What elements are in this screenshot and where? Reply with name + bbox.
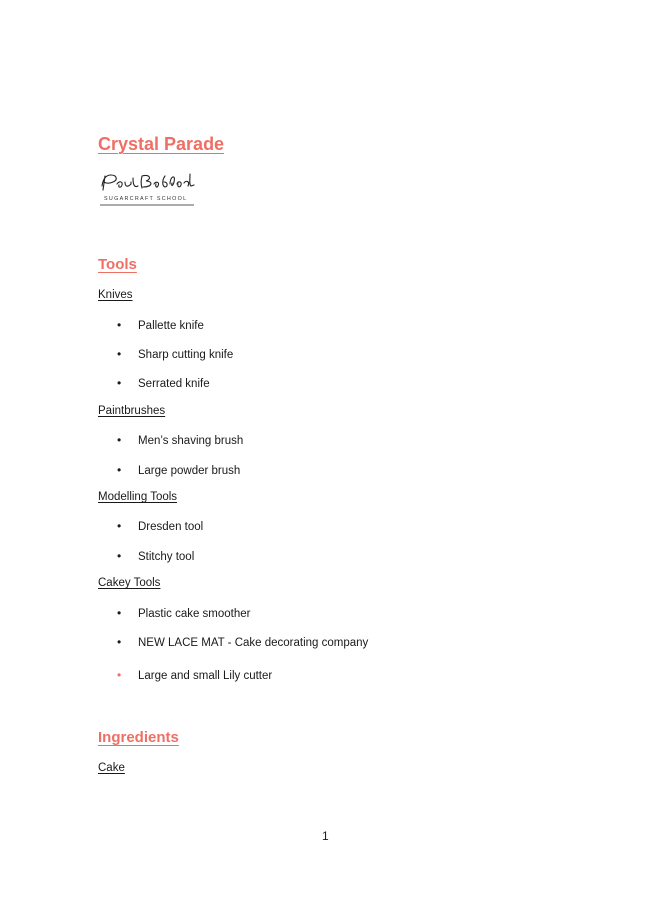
- section-heading-tools: Tools: [98, 256, 137, 273]
- bullet-icon: •: [117, 433, 122, 447]
- bullet-icon: •: [117, 463, 122, 477]
- list-item: • Serrated knife: [117, 376, 210, 390]
- group-label-paintbrushes: Paintbrushes: [98, 405, 166, 417]
- logo-tagline: SUGARCRAFT SCHOOL: [104, 196, 188, 202]
- list-item: • Pallette knife: [117, 318, 204, 332]
- list-item: • Stitchy tool: [117, 549, 195, 563]
- list-item: • NEW LACE MAT - Cake decorating company: [117, 635, 369, 649]
- bullet-icon: •: [117, 318, 122, 332]
- bullet-icon: •: [117, 519, 122, 533]
- bullet-icon: •: [117, 376, 122, 390]
- list-item: • Men’s shaving brush: [117, 433, 244, 447]
- paul-bradford-logo: [98, 170, 196, 210]
- list-item: • Large powder brush: [117, 463, 241, 477]
- document-title: Crystal Parade: [98, 134, 225, 154]
- list-item: • Large and small Lily cutter: [117, 668, 273, 682]
- bullet-icon: •: [117, 606, 122, 620]
- group-label-modelling-tools: Modelling Tools: [98, 491, 178, 503]
- page-number: 1: [322, 829, 329, 843]
- list-item: • Dresden tool: [117, 519, 204, 533]
- bullet-icon: •: [117, 347, 122, 361]
- group-label-knives: Knives: [98, 289, 133, 301]
- group-label-cakey-tools: Cakey Tools: [98, 577, 161, 589]
- list-item: • Plastic cake smoother: [117, 606, 251, 620]
- section-heading-ingredients: Ingredients: [98, 729, 179, 746]
- bullet-icon: •: [117, 635, 122, 649]
- bullet-icon: •: [117, 549, 122, 563]
- group-label-cake: Cake: [98, 762, 125, 774]
- list-item: • Sharp cutting knife: [117, 347, 234, 361]
- bullet-icon: •: [117, 668, 122, 682]
